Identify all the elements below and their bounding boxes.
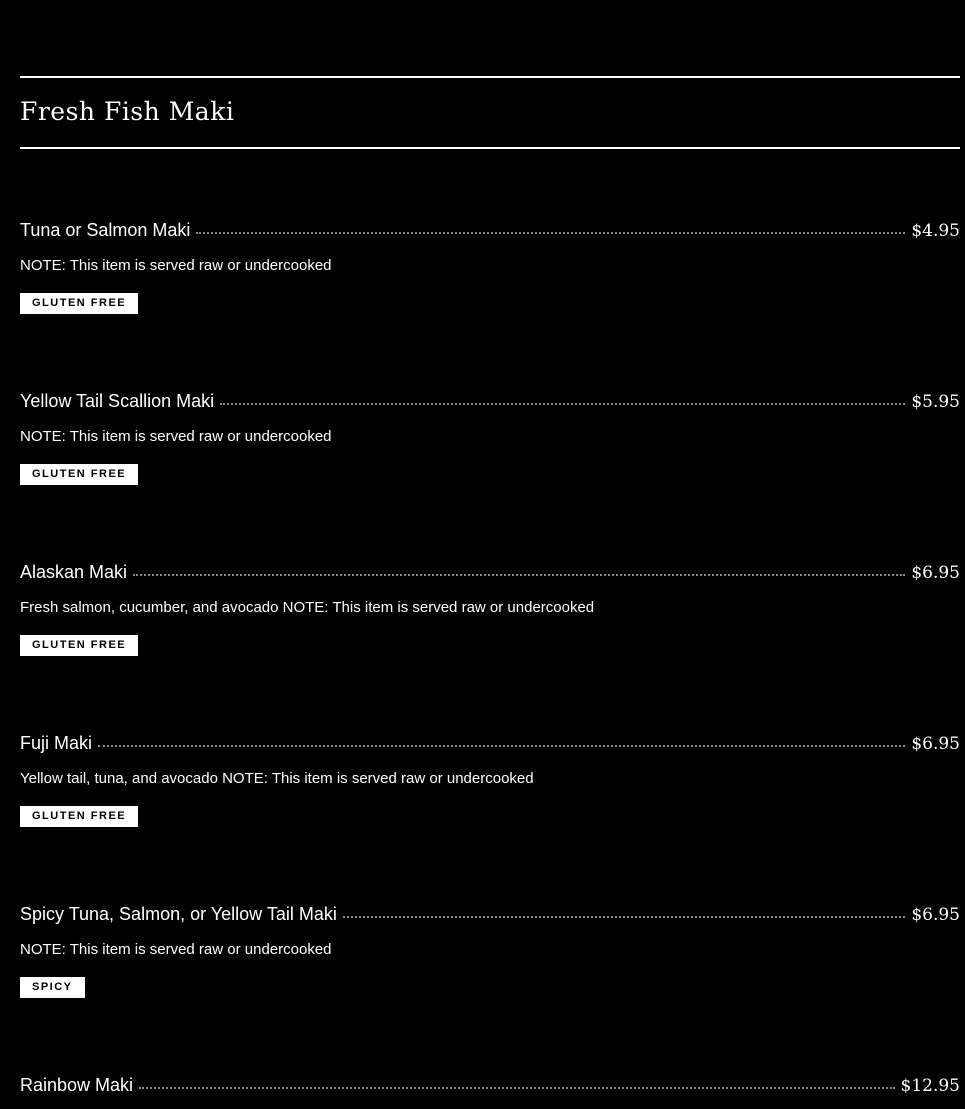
menu-item	[20, 391, 960, 511]
leader-dots	[133, 572, 905, 576]
menu-item	[20, 562, 960, 682]
menu-item	[20, 904, 960, 1024]
section-header	[20, 76, 960, 149]
menu-item-description: NOTE: This item is served raw or undercooked	[20, 257, 332, 274]
menu-item-name: Rainbow Maki	[20, 1075, 134, 1095]
dietary-tag: GLUTEN FREE	[20, 464, 138, 485]
menu-item-row	[20, 391, 960, 417]
menu-item-price: $4.95	[911, 221, 960, 241]
menu-item	[20, 733, 960, 853]
dietary-tag: GLUTEN FREE	[20, 635, 138, 656]
menu-item	[20, 1075, 960, 1105]
dietary-tag: GLUTEN FREE	[20, 293, 138, 314]
menu-item-name: Yellow Tail Scallion Maki	[20, 391, 215, 411]
menu-item-row	[20, 733, 960, 759]
leader-dots	[98, 743, 905, 747]
menu-item-price: $5.95	[911, 392, 960, 412]
menu-item-row	[20, 904, 960, 930]
menu-item-row	[20, 1075, 960, 1101]
leader-dots	[196, 230, 905, 234]
menu-item-name: Tuna or Salmon Maki	[20, 220, 191, 240]
leader-dots	[220, 401, 905, 405]
menu-item	[20, 220, 960, 340]
menu-item-name: Alaskan Maki	[20, 562, 128, 582]
menu-item-row	[20, 220, 960, 246]
menu-item-name: Spicy Tuna, Salmon, or Yellow Tail Maki	[20, 904, 337, 924]
menu-item-price: $6.95	[911, 563, 960, 583]
menu-item-description: NOTE: This item is served raw or undercooked	[20, 941, 332, 958]
menu-item-description: Yellow tail, tuna, and avocado NOTE: This item is served raw or undercooked	[20, 770, 534, 787]
section-title: Fresh Fish Maki	[20, 97, 235, 126]
dietary-tag: GLUTEN FREE	[20, 806, 138, 827]
leader-dots	[343, 914, 906, 918]
menu-item-price: $6.95	[911, 905, 960, 925]
menu-item-price: $12.95	[900, 1076, 960, 1096]
menu-item-row	[20, 562, 960, 588]
spicy-tag: SPICY	[20, 977, 85, 998]
leader-dots	[139, 1085, 894, 1089]
menu-item-description: NOTE: This item is served raw or undercooked	[20, 428, 332, 445]
menu-item-description: Fresh salmon, cucumber, and avocado NOTE: This item is served raw or undercooked	[20, 599, 595, 616]
menu-item-price: $6.95	[911, 734, 960, 754]
menu-item-name: Fuji Maki	[20, 733, 93, 753]
